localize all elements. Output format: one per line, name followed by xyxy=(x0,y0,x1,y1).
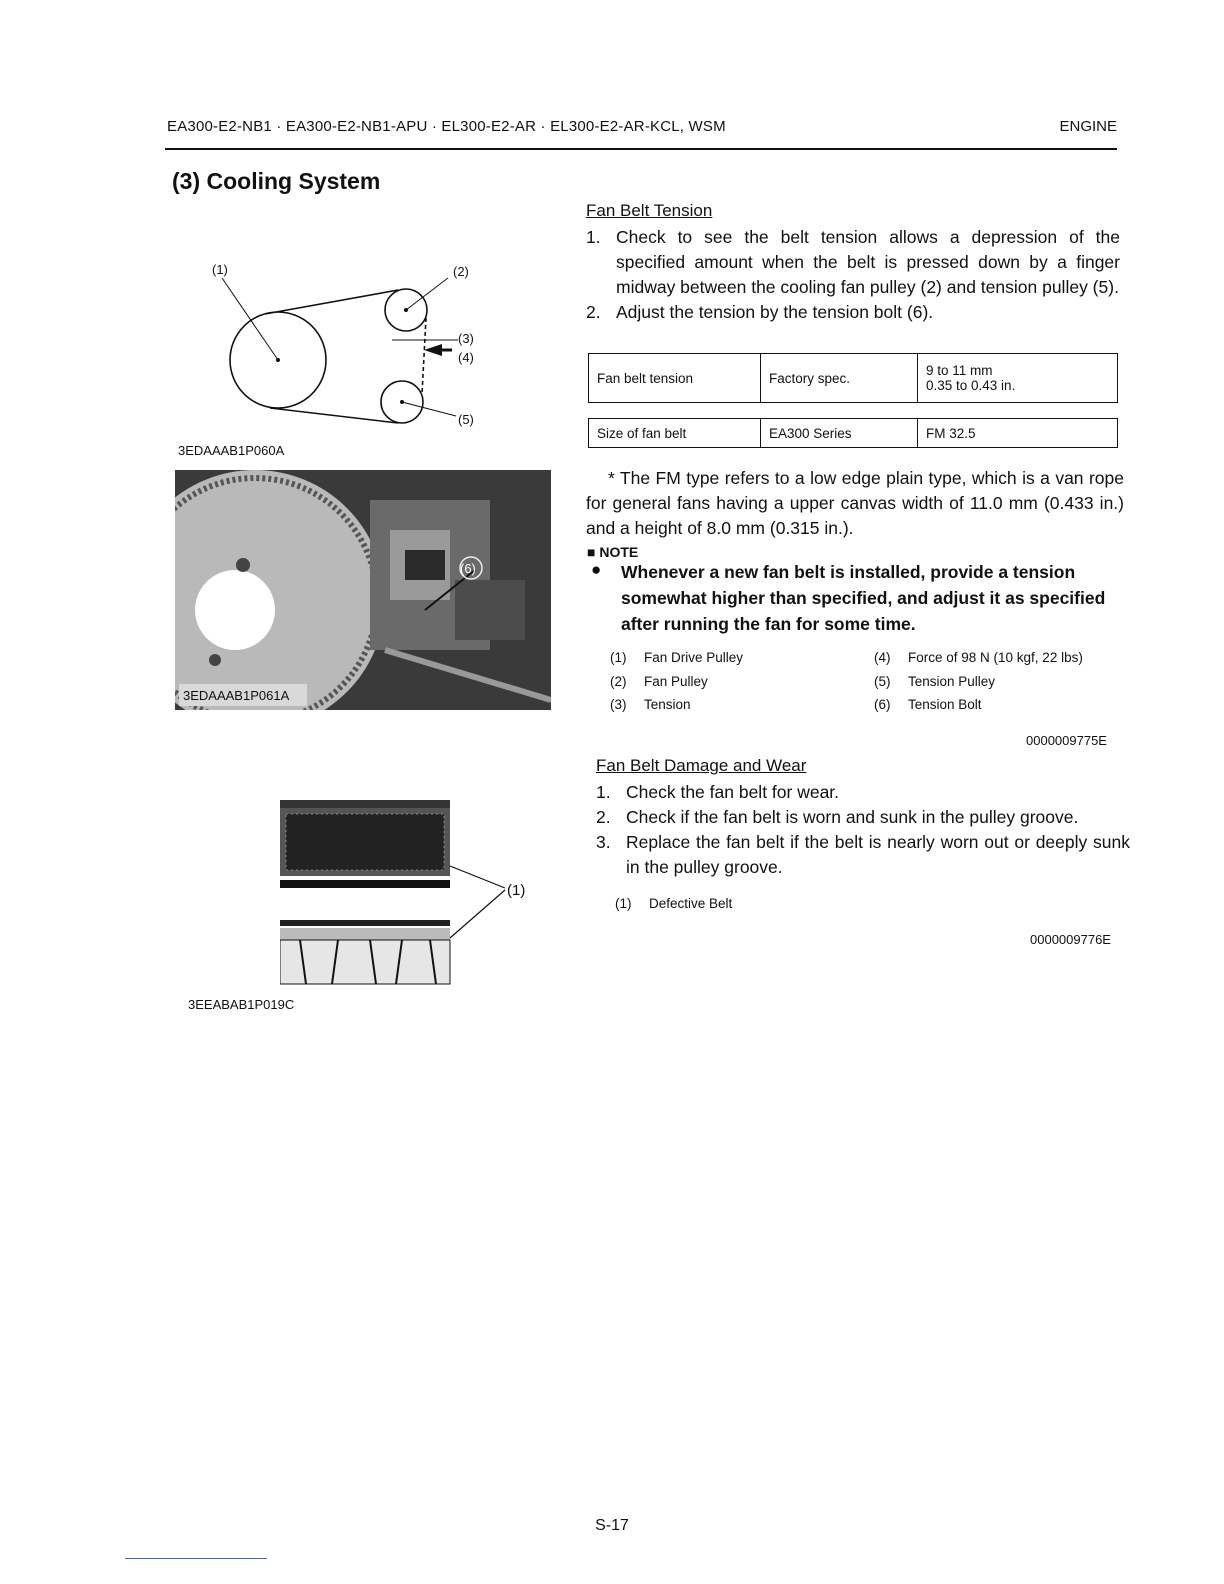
legend-item xyxy=(610,693,870,717)
fan-belt-damage-steps xyxy=(596,780,1130,880)
spec-value-mm: 9 to 11 mm xyxy=(926,363,993,378)
force-arrow xyxy=(424,344,442,356)
step-text: Adjust the tension by the tension bolt (6). xyxy=(616,302,934,322)
header-section: ENGINE xyxy=(1059,118,1117,135)
fan-belt-tension-steps xyxy=(586,225,1120,325)
step-number: 1. xyxy=(586,227,601,247)
fan-belt-size-table xyxy=(588,418,1118,448)
step-text: Replace the fan belt if the belt is nearly worn out or deeply sunk in the pulley groove. xyxy=(626,832,1130,877)
legend-num: (2) xyxy=(610,673,627,689)
callout-line-defective-1 xyxy=(450,866,505,888)
footer-rule xyxy=(125,1558,267,1559)
note-bullet: ● xyxy=(591,560,602,579)
legend-num: (6) xyxy=(874,697,891,712)
section-title: (3) Cooling System xyxy=(172,168,381,194)
note-label: ■ NOTE xyxy=(587,544,639,560)
step-item xyxy=(596,805,1130,830)
header-rule xyxy=(165,148,1117,150)
callout-line-5 xyxy=(402,402,456,416)
callout-5: (5) xyxy=(458,412,474,427)
legend-right xyxy=(874,646,1124,717)
header-models: EA300-E2-NB1 · EA300-E2-NB1-APU · EL300-E2-AR · EL300-E2-AR-KCL, WSM xyxy=(167,118,726,135)
legend-label: Tension xyxy=(644,697,691,712)
legend-label: Defective Belt xyxy=(649,896,733,911)
defective-belt-illustration xyxy=(280,798,540,998)
legend-num: (3) xyxy=(610,697,627,712)
engine-photo xyxy=(175,470,551,710)
callout-line-1 xyxy=(222,278,278,360)
legend-item xyxy=(874,670,1124,694)
step-item xyxy=(586,300,1120,325)
figure2-caption: 3EDAAAB1P061A xyxy=(183,688,290,703)
step-item xyxy=(596,830,1130,880)
step-number: 2. xyxy=(586,302,601,322)
size-value: FM 32.5 xyxy=(918,419,1118,448)
callout-line-defective-2 xyxy=(450,890,505,938)
doc-id-tension: 0000009775E xyxy=(1026,733,1107,748)
callout-3: (3) xyxy=(458,331,474,346)
step-number: 1. xyxy=(596,782,611,802)
callout-defective: (1) xyxy=(507,882,526,899)
size-series: EA300 Series xyxy=(761,419,918,448)
page-number: S-17 xyxy=(595,1517,629,1534)
belt-bottom xyxy=(270,408,398,423)
spec-value xyxy=(918,354,1118,403)
fan-belt-tension-heading: Fan Belt Tension xyxy=(586,201,713,220)
step-item xyxy=(596,780,1130,805)
step-number: 3. xyxy=(596,832,611,852)
legend-label: Tension Pulley xyxy=(908,673,996,689)
belt-right xyxy=(422,318,426,394)
figure1-caption: 3EDAAAB1P060A xyxy=(178,443,285,458)
legend-item xyxy=(874,693,1124,717)
legend-num: (1) xyxy=(610,650,627,665)
legend-item xyxy=(874,646,1124,670)
step-number: 2. xyxy=(596,807,611,827)
callout-1: (1) xyxy=(212,262,228,277)
legend-label: Fan Drive Pulley xyxy=(644,650,744,665)
step-item xyxy=(586,225,1120,300)
legend-left xyxy=(610,646,870,717)
legend-defective xyxy=(615,892,732,916)
callout-6: (6) xyxy=(460,561,476,576)
belt-diagram xyxy=(170,250,490,450)
legend-num: (4) xyxy=(874,650,891,665)
spec-type: Factory spec. xyxy=(761,354,918,403)
legend-label: Force of 98 N (10 kgf, 22 lbs) xyxy=(908,650,1083,665)
legend-num: (5) xyxy=(874,673,891,689)
step-text: Check to see the belt tension allows a depression of the specified amount when the belt is pressed down by a finger midway between the cooling fan pulley (2) and tension pulley (5). xyxy=(616,227,1120,297)
spec-label: Fan belt tension xyxy=(589,354,761,403)
legend-item xyxy=(610,646,870,670)
size-label: Size of fan belt xyxy=(589,419,761,448)
legend-item xyxy=(610,670,870,694)
callout-2: (2) xyxy=(453,264,469,279)
figure3-caption: 3EEABAB1P019C xyxy=(188,997,295,1012)
step-text: Check the fan belt for wear. xyxy=(626,782,840,802)
fan-belt-tension-spec-table xyxy=(588,353,1118,403)
legend-num: (1) xyxy=(615,896,632,911)
doc-id-damage: 0000009776E xyxy=(1030,932,1111,947)
spec-value-in: 0.35 to 0.43 in. xyxy=(926,378,1016,393)
legend-label: Tension Bolt xyxy=(908,697,982,712)
belt-top xyxy=(265,290,398,314)
note-text: Whenever a new fan belt is installed, provide a tension somewhat higher than specified, and adjust it as specified after running the fan for some time. xyxy=(621,562,1106,634)
callout-4: (4) xyxy=(458,350,474,365)
fan-belt-damage-heading: Fan Belt Damage and Wear xyxy=(596,756,807,775)
legend-label: Fan Pulley xyxy=(644,673,708,689)
fm-type-note: * The FM type refers to a low edge plain type, which is a van rope for general fans having a upper canvas width of 11.0 mm (0.433 in.) and a height of 8.0 mm (0.315 in.). xyxy=(586,468,1124,538)
legend-item xyxy=(615,892,732,916)
step-text: Check if the fan belt is worn and sunk in the pulley groove. xyxy=(626,807,1079,827)
